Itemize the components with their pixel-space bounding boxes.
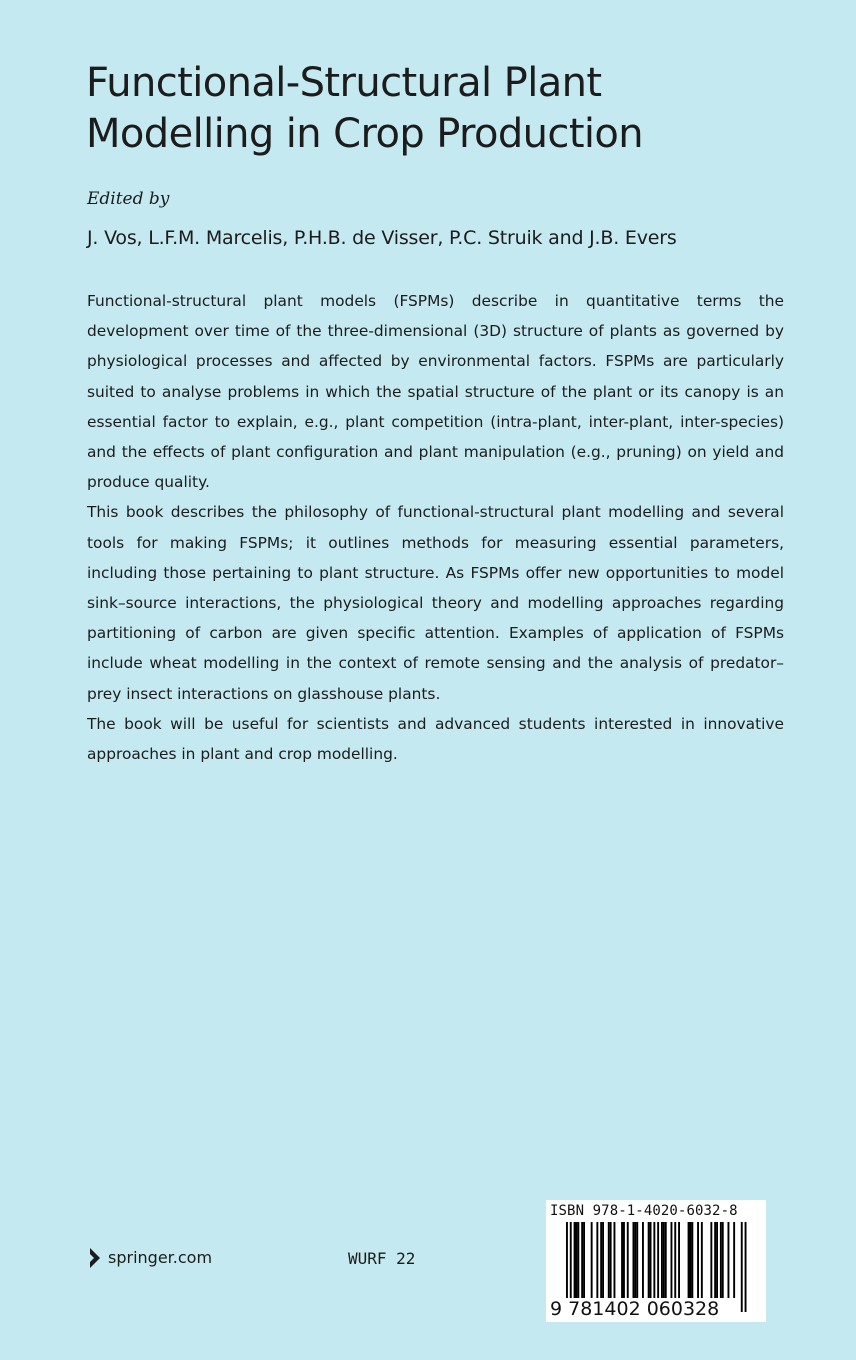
barcode-bar <box>733 1222 735 1298</box>
springer-link[interactable] <box>88 1246 212 1270</box>
barcode-bar <box>720 1222 722 1298</box>
book-title-line-2: Modelling in Crop Production <box>86 111 644 157</box>
barcode-bar <box>614 1222 616 1298</box>
barcode-bar <box>728 1222 730 1298</box>
barcode-bar <box>716 1222 718 1298</box>
edited-by-label: Edited by <box>87 189 170 209</box>
barcode-bar <box>741 1222 743 1312</box>
barcode-bar <box>688 1222 690 1298</box>
barcode-bar <box>627 1222 629 1298</box>
isbn-label: ISBN 978-1-4020-6032-8 <box>550 1203 738 1219</box>
barcode-bar <box>581 1222 583 1298</box>
barcode-bar <box>714 1222 716 1298</box>
barcode-bar <box>596 1222 598 1298</box>
barcode-bar <box>621 1222 623 1298</box>
barcode-bar <box>610 1222 612 1298</box>
book-title <box>86 58 806 160</box>
editors-list: J. Vos, L.F.M. Marcelis, P.H.B. de Visser, P.C. Struik and J.B. Evers <box>87 227 677 249</box>
series-code: WURF 22 <box>348 1249 416 1268</box>
barcode-bar <box>678 1222 680 1298</box>
barcode-bar <box>576 1222 578 1298</box>
barcode-bar <box>608 1222 610 1298</box>
barcode-bar <box>602 1222 604 1298</box>
barcode-digits: 9 781402 060328 <box>550 1298 720 1320</box>
barcode-bar <box>642 1222 644 1298</box>
barcode-bar <box>722 1222 724 1298</box>
barcode-bar <box>650 1222 652 1298</box>
barcode-bar <box>600 1222 602 1298</box>
book-title-line-1: Functional-Structural Plant <box>86 60 602 106</box>
isbn-barcode <box>546 1200 766 1322</box>
barcode-bar <box>674 1222 676 1298</box>
barcode-bar <box>591 1222 593 1298</box>
barcode-bar <box>697 1222 699 1298</box>
description-paragraph-3: The book will be useful for scientists and advanced students interested in innovative approaches in plant and crop modelling. <box>87 714 784 764</box>
springer-link-text[interactable]: springer.com <box>108 1248 213 1267</box>
barcode-bar <box>574 1222 576 1298</box>
barcode-bar <box>710 1222 712 1298</box>
barcode-bar <box>636 1222 638 1298</box>
barcode-bar <box>691 1222 693 1298</box>
barcode-bar <box>648 1222 650 1298</box>
barcode-bar <box>701 1222 703 1298</box>
description-paragraph-1: Functional-structural plant models (FSPMs) describe in quantitative terms the development over time of the three-dimensional (3D) structure of plants as governed by physiological processes and affected by environmental factors. FSPMs are particularly suited to analyse problems in which the spatial structure of the plant or its canopy is an essential factor to explain, e.g., plant competition (intra-plant, inter-plant, inter-species) and the effects of plant configuration and plant manipulation (e.g., pruning) on yield and produce quality. <box>87 292 784 492</box>
barcode-bar <box>745 1222 747 1312</box>
barcode-bar <box>665 1222 667 1298</box>
barcode-bar <box>583 1222 585 1298</box>
barcode-bar <box>661 1222 663 1298</box>
barcode-bar <box>663 1222 665 1298</box>
barcode-bar <box>690 1222 692 1298</box>
barcode-bar <box>633 1222 635 1298</box>
book-description <box>87 286 784 769</box>
barcode-bar <box>634 1222 636 1298</box>
chevron-right-icon <box>88 1246 102 1270</box>
barcode-bar <box>671 1222 673 1298</box>
barcode-bar <box>623 1222 625 1298</box>
barcode-bar <box>577 1222 579 1298</box>
description-paragraph-2: This book describes the philosophy of functional-structural plant modelling and several tools for making FSPMs; it outlines methods for measuring essential parameters, including those pertaining to plant structure. As FSPMs offer new opportunities to model sink–source interactions, the physiological theory and modelling approaches regarding partitioning of carbon are given specific attention. Examples of application of FSPMs include wheat modelling in the context of remote sensing and the analysis of predator–prey insect interactions on glasshouse plants. <box>87 503 784 703</box>
